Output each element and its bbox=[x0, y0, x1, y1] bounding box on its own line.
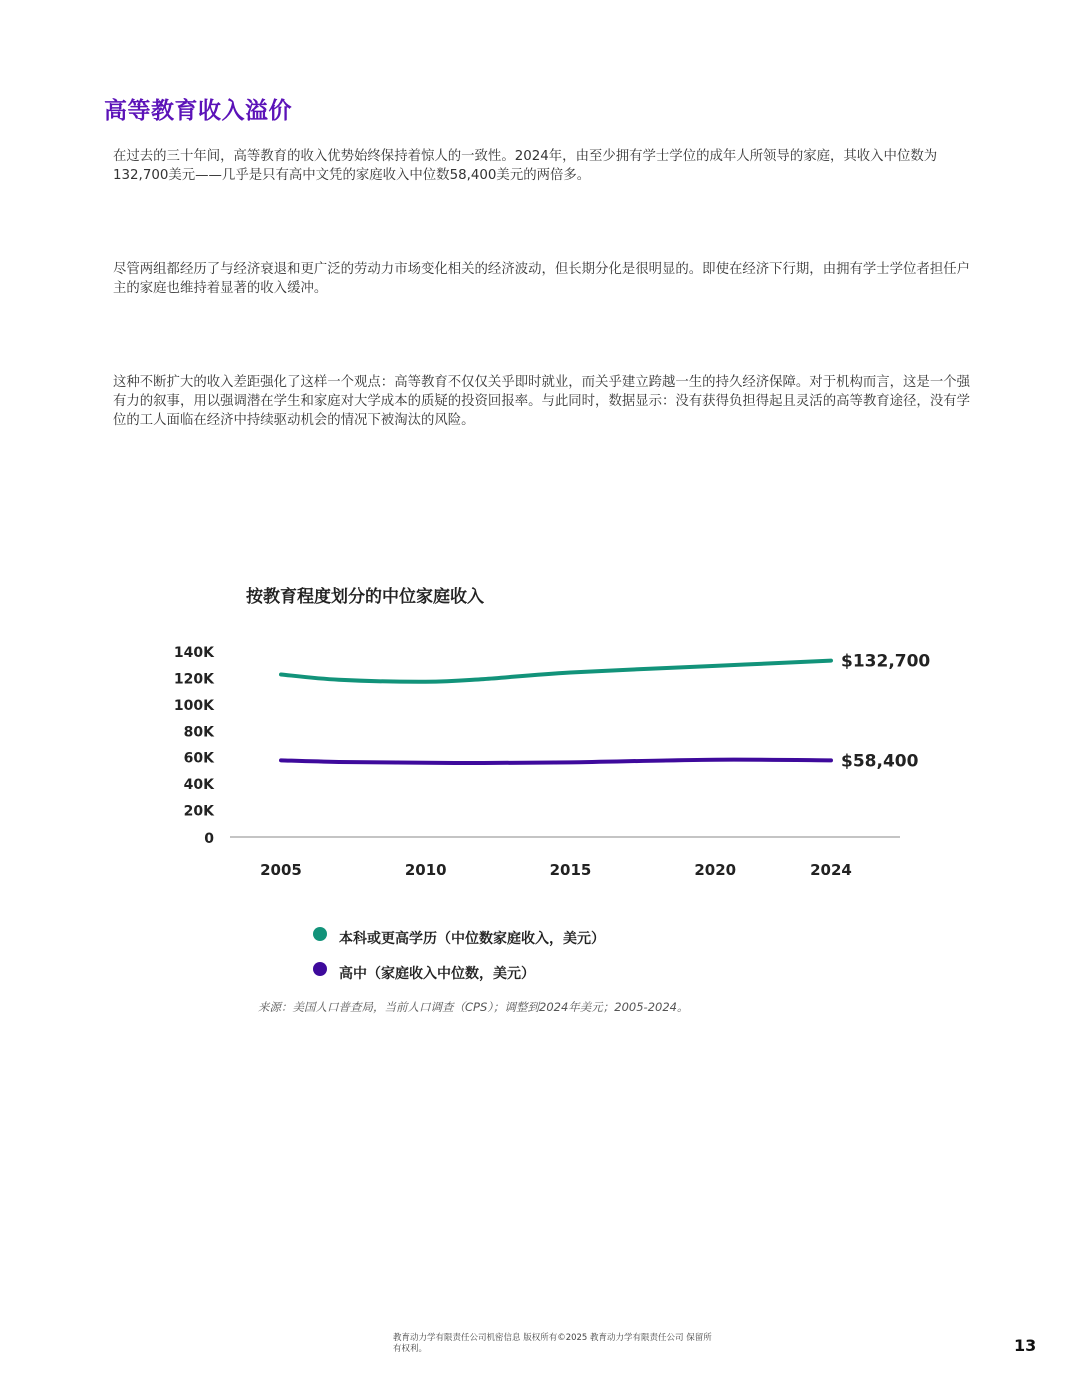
y-tick-label: 40K bbox=[183, 777, 214, 794]
y-tick-label: 0 bbox=[204, 831, 214, 847]
page-heading: 高等教育收入溢价 bbox=[104, 98, 292, 124]
x-tick-label: 2020 bbox=[694, 861, 737, 879]
series-end-label-0: $132,700 bbox=[841, 651, 931, 672]
series-line-1 bbox=[281, 760, 831, 763]
legend-item-bachelor bbox=[313, 920, 605, 955]
legend-dot-highschool-icon bbox=[313, 962, 327, 976]
y-tick-label: 140K bbox=[173, 645, 214, 661]
chart-legend bbox=[313, 920, 605, 990]
x-tick-label: 2005 bbox=[260, 861, 302, 879]
legend-label-highschool: 高中（家庭收入中位数，美元） bbox=[339, 965, 535, 982]
y-tick-label: 80K bbox=[183, 724, 214, 741]
y-tick-label: 100K bbox=[173, 697, 214, 714]
chart-source-note: 来源：美国人口普查局，当前人口调查（CPS）；调整到2024年美元；2005-2024。 bbox=[258, 1000, 689, 1014]
series-line-0 bbox=[281, 661, 831, 682]
legend-item-highschool bbox=[313, 955, 605, 990]
x-tick-label: 2024 bbox=[810, 861, 852, 879]
x-tick-label: 2010 bbox=[404, 861, 447, 879]
page-number: 13 bbox=[1014, 1336, 1037, 1355]
y-tick-label: 20K bbox=[183, 803, 214, 820]
body-paragraph-1: 在过去的三十年间，高等教育的收入优势始终保持着惊人的一致性。2024年，由至少拥有学士学位的成年人所领导的家庭，其收入中位数为132,700美元——几乎是只有高中文凭的家庭收入中位数58,400美元的两倍多。 bbox=[113, 149, 938, 183]
income-line-chart bbox=[160, 630, 960, 890]
footer-copyright: 教育动力学有限责任公司机密信息 版权所有©2025 教育动力学有限责任公司 保留所有权利。 bbox=[393, 1333, 712, 1354]
series-end-label-1: $58,400 bbox=[841, 751, 919, 772]
legend-dot-bachelor-icon bbox=[313, 927, 327, 941]
x-tick-label: 2015 bbox=[549, 861, 592, 879]
chart-title: 按教育程度划分的中位家庭收入 bbox=[246, 587, 484, 607]
legend-label-bachelor: 本科或更高学历（中位数家庭收入，美元） bbox=[339, 930, 605, 947]
body-paragraph-2: 尽管两组都经历了与经济衰退和更广泛的劳动力市场变化相关的经济波动，但长期分化是很明显的。即使在经济下行期，由拥有学士学位者担任户主的家庭也维持着显著的收入缓冲。 bbox=[113, 262, 970, 296]
y-tick-label: 120K bbox=[173, 671, 214, 688]
body-paragraph-3: 这种不断扩大的收入差距强化了这样一个观点：高等教育不仅仅关乎即时就业，而关乎建立跨越一生的持久经济保障。对于机构而言，这是一个强有力的叙事，用以强调潜在学生和家庭对大学成本的质疑的投资回报率。与此同时，数据显示：没有获得负担得起且灵活的高等教育途径，没有学位的工人面临在经济中持续驱动机会的情况下被淘汰的风险。 bbox=[113, 375, 970, 428]
y-tick-label: 60K bbox=[183, 750, 214, 767]
